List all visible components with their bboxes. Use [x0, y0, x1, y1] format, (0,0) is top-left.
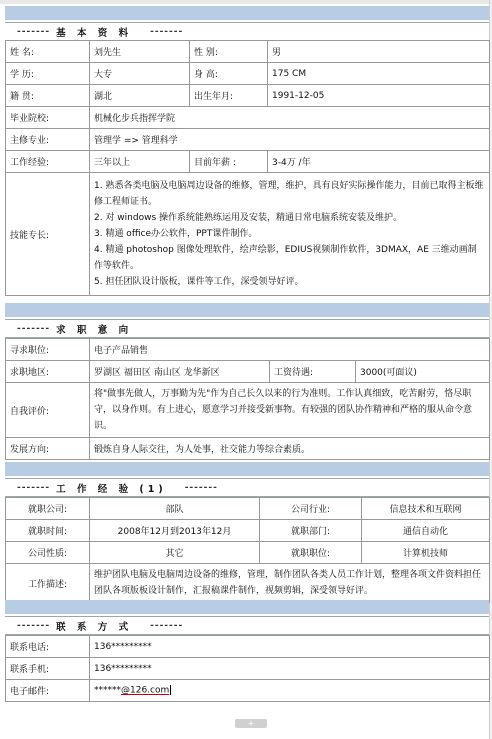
- intent-table: [5, 338, 490, 460]
- work-band: [5, 462, 489, 476]
- table-row: [6, 41, 490, 63]
- table-row: [6, 383, 490, 438]
- basic-section-title: ------- 基 本 资 料 -------: [5, 22, 489, 41]
- skill-item: 1. 熟悉各类电脑及电脑周边设备的维修，管理，维护，具有良好实际操作能力，目前已取得主板维修工程师证书。: [94, 181, 484, 207]
- nature-value[interactable]: 其它: [90, 542, 260, 564]
- work-section-title: ------- 工 作 经 验 (1) -------: [5, 478, 489, 497]
- table-row: [6, 438, 490, 460]
- company-label: 就职公司:: [6, 498, 90, 520]
- table-row: [6, 339, 490, 361]
- table-row: [6, 151, 490, 173]
- dept-value[interactable]: 通信自动化: [362, 520, 490, 542]
- skills-label: 技能专长:: [6, 173, 90, 296]
- text-cursor: [170, 685, 171, 695]
- name-label: 姓 名:: [6, 41, 90, 63]
- contact-table: [5, 635, 490, 702]
- table-row: [6, 564, 490, 603]
- skill-item: 5. 担任团队设计版板，课件等工作，深受领导好评。: [94, 277, 304, 287]
- table-row: [6, 107, 490, 129]
- origin-label: 籍 贯:: [6, 85, 90, 107]
- intent-band: [5, 303, 489, 317]
- skill-item: 2. 对 windows 操作系统能熟练运用及安装，精通日常电脑系统安装及维护。: [94, 213, 403, 223]
- email-domain: @126.com: [121, 685, 170, 696]
- school-value[interactable]: 机械化步兵指挥学院: [90, 107, 490, 129]
- contact-band: [5, 600, 489, 614]
- time-label: 就职时间:: [6, 520, 90, 542]
- table-row: [6, 520, 490, 542]
- pay-label: 工资待遇:: [270, 361, 356, 383]
- exp-label: 工作经验:: [6, 151, 90, 173]
- industry-value[interactable]: 信息技术和互联网: [362, 498, 490, 520]
- eval-label: 自我评价:: [6, 383, 90, 438]
- table-row: [6, 636, 490, 658]
- skill-item: 4. 精通 photoshop 图像处理软件，绘声绘影，EDIUS视频制作软件，3DMAX，AE 三维动画制作等软件。: [94, 245, 477, 271]
- major-label: 主修专业:: [6, 129, 90, 151]
- pay-value[interactable]: 3000(可面议): [356, 361, 490, 383]
- table-row: [6, 680, 490, 702]
- school-label: 毕业院校:: [6, 107, 90, 129]
- email-value[interactable]: [90, 680, 490, 702]
- birth-label: 出生年月:: [190, 85, 268, 107]
- height-value[interactable]: 175 CM: [268, 63, 490, 85]
- eval-value[interactable]: 将"做事先做人，万事勤为先"作为自己长久以来的行为准则。工作认真细致，吃苦耐劳，恪尽职守，以身作则。有上进心，愿意学习并接受新事物。有较强的团队协作精神和严格的服从命令意识。: [90, 383, 490, 438]
- edu-value[interactable]: 大专: [90, 63, 190, 85]
- phone-label: 联系电话:: [6, 636, 90, 658]
- table-row: [6, 173, 490, 296]
- table-row: [6, 542, 490, 564]
- dev-label: 发展方向:: [6, 438, 90, 460]
- job-label: 寻求职位:: [6, 339, 90, 361]
- position-value[interactable]: 计算机技师: [362, 542, 490, 564]
- area-label: 求职地区:: [6, 361, 90, 383]
- height-label: 身 高:: [190, 63, 268, 85]
- intent-section-title: ------- 求 职 意 向: [5, 319, 489, 338]
- nature-label: 公司性质:: [6, 542, 90, 564]
- mobile-label: 联系手机:: [6, 658, 90, 680]
- area-value[interactable]: 罗湖区 福田区 南山区 龙华新区: [90, 361, 270, 383]
- desc-label: 工作描述:: [6, 564, 90, 603]
- table-row: [6, 658, 490, 680]
- industry-label: 公司行业:: [260, 498, 362, 520]
- skill-item: 3. 精通 office办公软件，PPT课件制作。: [94, 229, 258, 239]
- time-value[interactable]: 2008年12月到2013年12月: [90, 520, 260, 542]
- gender-label: 性 别:: [190, 41, 268, 63]
- table-row: [6, 129, 490, 151]
- table-row: [6, 85, 490, 107]
- table-row: [6, 361, 490, 383]
- major-value[interactable]: 管理学 => 管理科学: [90, 129, 490, 151]
- desc-value[interactable]: 维护团队电脑及电脑周边设备的维修，管理，制作团队各类人员工作计划，整理各项文件资料担任团队各项版板设计制作，汇报稿课件制作，视频剪辑，深受领导好评。: [90, 564, 490, 603]
- job-value[interactable]: 电子产品销售: [90, 339, 490, 361]
- dev-value[interactable]: 锻炼自身人际交往，为人处事，社交能力等综合素质。: [90, 438, 490, 460]
- exp-value[interactable]: 三年以上: [90, 151, 190, 173]
- edu-label: 学 历:: [6, 63, 90, 85]
- work-table: [5, 497, 490, 603]
- phone-value[interactable]: 136*********: [90, 636, 490, 658]
- company-value[interactable]: 部队: [90, 498, 260, 520]
- contact-section-title: ------- 联 系 方 式 -------: [5, 616, 489, 635]
- mobile-value[interactable]: 136*********: [90, 658, 490, 680]
- gender-value[interactable]: 男: [268, 41, 490, 63]
- basic-info-table: [5, 40, 490, 296]
- table-row: [6, 63, 490, 85]
- dept-label: 就职部门:: [260, 520, 362, 542]
- salary-value[interactable]: 3-4万 /年: [268, 151, 490, 173]
- skills-value[interactable]: [90, 173, 490, 296]
- page-nav-button[interactable]: +: [235, 719, 267, 728]
- email-user: ******: [94, 685, 121, 696]
- email-label: 电子邮件:: [6, 680, 90, 702]
- table-row: [6, 498, 490, 520]
- position-label: 就职职位:: [260, 542, 362, 564]
- origin-value[interactable]: 湖北: [90, 85, 190, 107]
- salary-label: 目前年薪 :: [190, 151, 268, 173]
- name-value[interactable]: 刘先生: [90, 41, 190, 63]
- header-band: [5, 6, 489, 20]
- birth-value[interactable]: 1991-12-05: [268, 85, 490, 107]
- ruler-strip: [0, 0, 489, 4]
